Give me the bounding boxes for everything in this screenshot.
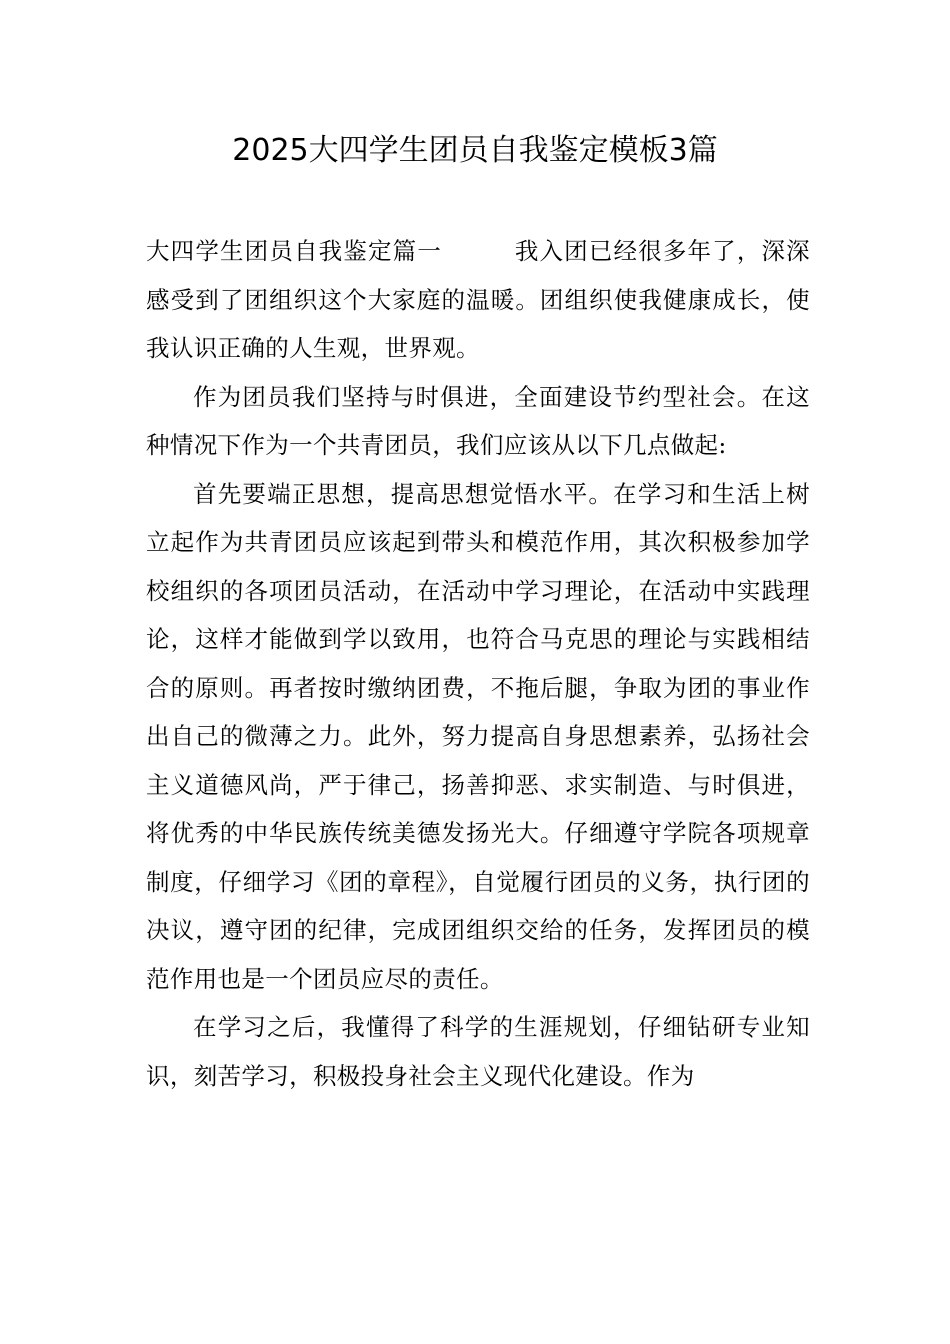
document-body bbox=[146, 227, 810, 1100]
paragraph-3: 首先要端正思想，提高思想觉悟水平。在学习和生活上树立起作为共青团员应该起到带头和模范作用，其次积极参加学校组织的各项团员活动，在活动中学习理论，在活动中实践理论，这样才能做到学以致用，也符合马克思的理论与实践相结合的原则。再者按时缴纳团费，不拖后腿，争取为团的事业作出自己的微薄之力。此外，努力提高自身思想素养，弘扬社会主义道德风尚，严于律己，扬善抑恶、求实制造、与时俱进，将优秀的中华民族传统美德发扬光大。仔细遵守学院各项规章制度，仔细学习《团的章程》，自觉履行团员的义务，执行团的决议，遵守团的纪律，完成团组织交给的任务，发挥团员的模范作用也是一个团员应尽的责任。 bbox=[146, 479, 810, 993]
paragraph-4: 在学习之后，我懂得了科学的生涯规划，仔细钻研专业知识，刻苦学习，积极投身社会主义现代化建设。作为 bbox=[146, 1013, 810, 1090]
section-heading: 大四学生团员自我鉴定篇一 bbox=[146, 237, 442, 265]
document-title: 2025大四学生团员自我鉴定模板3篇 bbox=[232, 133, 718, 168]
paragraph-2: 作为团员我们坚持与时俱进，全面建设节约型社会。在这种情况下作为一个共青团员，我们应该从以下几点做起: bbox=[146, 382, 810, 459]
paragraph-1 bbox=[146, 227, 810, 373]
paragraph-1-text: 我入团已经很多年了，深深感受到了团组织这个大家庭的温暖。团组织使我健康成长，使我认识正确的人生观，世界观。 bbox=[146, 237, 810, 362]
